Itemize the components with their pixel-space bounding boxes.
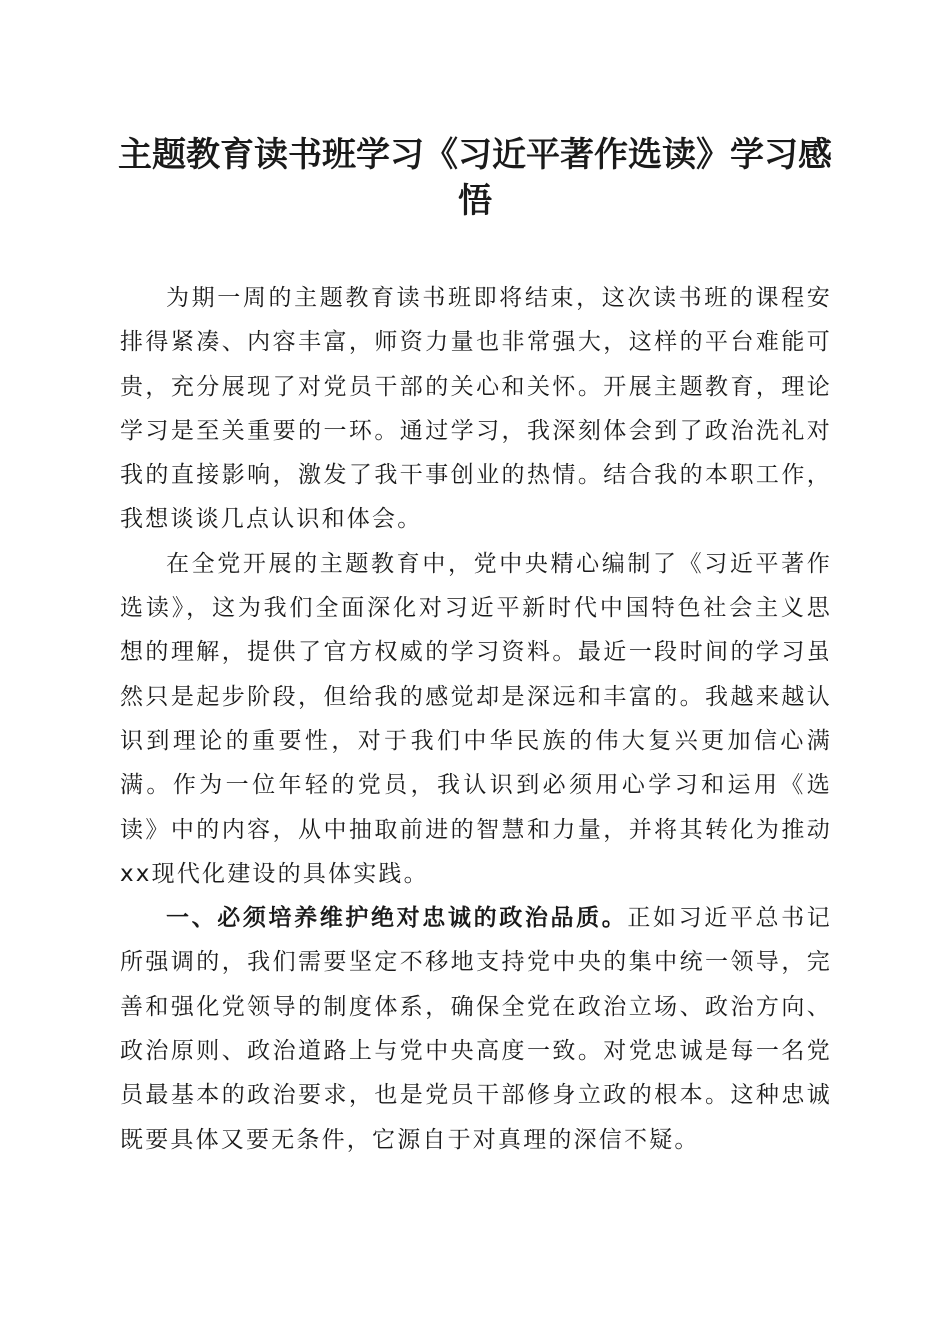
document-body <box>120 276 832 1162</box>
paragraph-1-text: 为期一周的主题教育读书班即将结束，这次读书班的课程安排得紧凑、内容丰富，师资力量也非常强大，这样的平台难能可贵，充分展现了对党员干部的关心和关怀。开展主题教育，理论学习是至关重要的一环。通过学习，我深刻体会到了政治洗礼对我的直接影响，激发了我干事创业的热情。结合我的本职工作，我想谈谈几点认识和体会。 <box>120 285 832 533</box>
paragraph-3-text: 正如习近平总书记所强调的，我们需要坚定不移地支持党中央的集中统一领导，完善和强化党领导的制度体系，确保全党在政治立场、政治方向、政治原则、政治道路上与党中央高度一致。对党忠诚是每一名党员最基本的政治要求，也是党员干部修身立政的根本。这种忠诚既要具体又要无条件，它源自于对真理的深信不疑。 <box>120 905 832 1153</box>
document-title: 主题教育读书班学习《习近平著作选读》学习感悟 <box>118 135 832 221</box>
paragraph-1 <box>120 276 832 542</box>
paragraph-3 <box>120 896 832 1162</box>
paragraph-2 <box>120 542 832 896</box>
paragraph-3-heading: 一、必须培养维护绝对忠诚的政治品质。 <box>166 905 628 932</box>
paragraph-2-text: 在全党开展的主题教育中，党中央精心编制了《习近平著作选读》，这为我们全面深化对习近平新时代中国特色社会主义思想的理解，提供了官方权威的学习资料。最近一段时间的学习虽然只是起步阶段，但给我的感觉却是深远和丰富的。我越来越认识到理论的重要性，对于我们中华民族的伟大复兴更加信心满满。作为一位年轻的党员，我认识到必须用心学习和运用《选读》中的内容，从中抽取前进的智慧和力量，并将其转化为推动xx现代化建设的具体实践。 <box>120 550 832 887</box>
